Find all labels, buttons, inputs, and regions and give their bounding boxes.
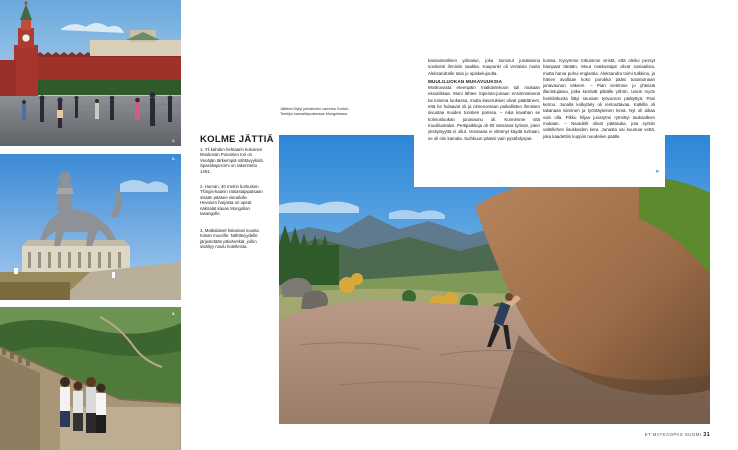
great-wall-image: [0, 307, 181, 450]
page-number: 31: [703, 432, 710, 438]
article-col2-body: koissa. Kysymme tottuimme viristä, että oleiko pessyt hampaat tänään. Muut matkustajat olivat sosiaalisia, mutta harva puhui englantia. Aleksandra toimi tulkkina, ja hänen avullaan koko porukka pääsi tutustumaan junavaunun väkeen. – Pian vietimme jo yhteisiä illanistujaisia, jotka kestivät pitkälle yöhön. Usein myös henkilökunta liittyi seuraan työvuoron päätyttyä, Pasi kertoo. Junalla kolkyttely oli rentouttavaa. Kalkilla oli takanaan kiireinen ja työntäyteinen kesä. Nyt oli aikaa vain olla. Pikku hiljaa junarytmi rytmittyi tauksalleen mukaan. – Nautdelit olivat päärauka, jota syntiin valtellehen lisukkeiden kera. Junasta sai kuumaa vettä, joka kaadettiin kuppiin nuudelien päälle.: [543, 58, 655, 139]
photo-number-1: 1.: [172, 138, 176, 143]
article-col1-intro: kansainvälinen ydinalue, joka toiminut junalaisina sovituinti ihmisiin saakka. Kaupunki oli vertaisia muita Aleksandralle tutia jo opiskelujoulta.: [428, 58, 540, 76]
sidebar-item-3: [200, 228, 264, 250]
page-folio: [645, 432, 710, 438]
article-column-2: [543, 58, 655, 140]
article-text-box: [414, 56, 665, 187]
article-subheading: MUULILUOKAN MUKAVUUKSIA: [428, 78, 503, 84]
sidebar-item-1-text: Yli kahden hehtaarin kokoinen Moskovan Punainen tori on Venäjän tärkeimpiä nähtävyyksiä. Spasskaja-torni on rakennettu 1491.: [200, 147, 264, 174]
sidebar-item-2: [200, 184, 264, 216]
photo-great-wall: [0, 307, 181, 450]
photo-caption: Jättikivi löytyi juhlakivien varresta Gorkhi-Terelijin kansallispuistossa Mongoliassa.: [280, 107, 350, 116]
sidebar-item-2-num: 2.: [200, 184, 204, 189]
article-column-1: [428, 58, 540, 142]
sidebar-item-1-num: 1.: [200, 147, 204, 152]
photo-genghis-khan-statue: [0, 154, 181, 300]
red-square-image: [0, 0, 181, 146]
photo-red-square: [0, 0, 181, 146]
sidebar-item-3-num: 3.: [200, 228, 204, 233]
continue-arrow-icon: »: [655, 169, 659, 175]
photo-number-2: 2.: [172, 156, 176, 161]
magazine-name: ET MATKAOPAS SUOMI: [644, 432, 702, 437]
article-col1-body: Moskovasta eteenpäin matkantekoon tuli mukaan eksotiikkaa. Moni lähtee Siperian-junaan ensimmäisenä tai toisena luokassa, mutta kaveruksiet olivat päättäneet, että he hulaavat oli ja nimenomaan paikallisten ihmisten sivustaa muiden turistien parissa. – Aika kavahan se kolmosluokan junavaunu oli. Kunnimme sitä muuliluokaksi. Pettipaikkoja oli 60 samassa tyrissä, joten yksityisyyttä ei ollut. Vessassa ei vittömyt käydä turhaan, se oli niin kamala. Suihkuun päässi vain pysähdyspai-: [428, 85, 540, 141]
genghis-statue-image: [0, 154, 181, 300]
sidebar-title: KOLME JÄTTIÄ: [200, 134, 274, 145]
sidebar-item-3-text: Matkalaiset halusivat nousta Kiinan muurille. Nähtävyydelle järjestetään päiväretkiä, joihin sisältyy noulu hotelleista.: [200, 228, 259, 250]
photo-number-3: 3.: [172, 311, 176, 316]
sidebar-item-1: [200, 147, 264, 174]
sidebar-item-2-text: Human, 40 metrin korkuisen Tšingis-kaanin ratsastajapatsaan sisään pääsee vierailulle. Hevosen harjasta on upeat näköalat kauas Mongolian tasangolle.: [200, 184, 263, 217]
